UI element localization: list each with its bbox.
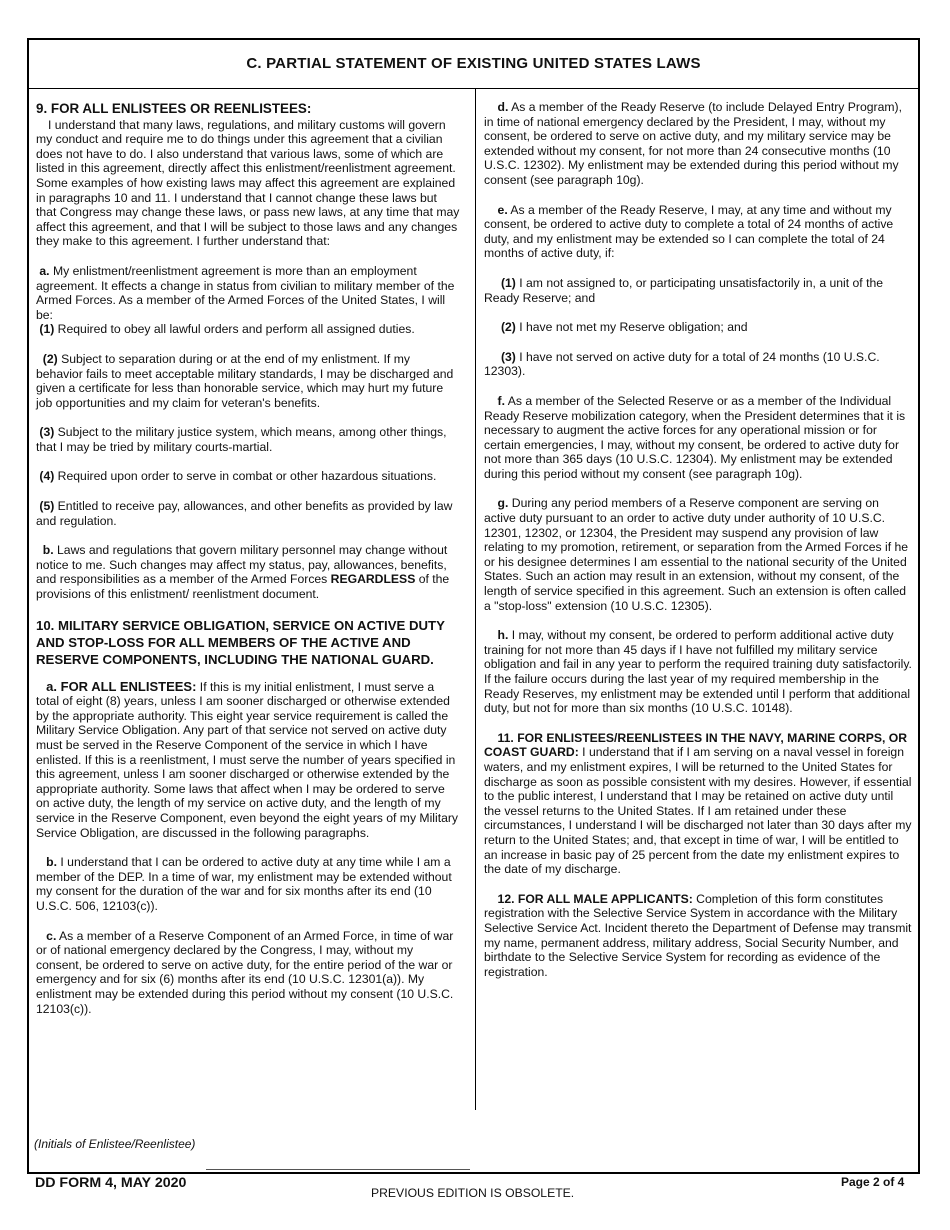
column-divider (475, 88, 476, 1110)
paragraph-10a: a. FOR ALL ENLISTEES: If this is my initial enlistment, I must serve a total of eight (8) years, unless I am sooner discharged or otherwise extended by the appropriate authority. This eight year service requirement is called the Military Service Obligation. Any part of that service not served on active duty must be served in the Reserve Component of the service in which I have enlisted. If this is a reenlistment, I must serve the number of years specified in this agreement, unless I am sooner discharged or otherwise extended by the appropriate authority. Some laws that affect when I may be ordered to serve on active duty, the length of my service on active duty, and the length of my service in the Reserve Component, even beyond the eight years of my Military Service Obligation, are discussed in the following paragraphs. (36, 678, 459, 840)
paragraph-9a-4: (4) Required upon order to serve in combat or other hazardous situations. (39, 469, 437, 484)
initials-label: (Initials of Enlistee/Reenlistee) (34, 1137, 196, 1151)
right-column (484, 100, 912, 994)
paragraph-12: 12. FOR ALL MALE APPLICANTS: Completion of this form constitutes registration with the Selective Service System in accordance with the Military Selective Service Act. Incident thereto the Department of Defense may transmit my name, permanent address, military address, Social Security Number, and birthdate to the Selective Service System for recording as evidence of the registration. (484, 891, 912, 979)
paragraph-9a-5: (5) Entitled to receive pay, allowances, and other benefits as provided by law and regulation. (36, 499, 453, 528)
section-9-title: 9. FOR ALL ENLISTEES OR REENLISTEES: (36, 101, 312, 116)
section-title: C. PARTIAL STATEMENT OF EXISTING UNITED STATES LAWS (29, 40, 918, 89)
page-number: Page 2 of 4 (841, 1175, 905, 1189)
obsolete-notice: PREVIOUS EDITION IS OBSOLETE. (371, 1186, 575, 1200)
paragraph-9a-1: (1) Required to obey all lawful orders and perform all assigned duties. (39, 322, 415, 337)
paragraph-9a-2: (2) Subject to separation during or at the end of my enlistment. If my behavior fails to meet acceptable military standards, I may be discharged and given a certificate for less than honorable service, which may hurt my future job opportunities and my claim for veteran's benefits. (36, 351, 454, 410)
paragraph-10b: b. I understand that I can be ordered to active duty at any time while I am a member of the DEP. In a time of war, my enlistment may be extended without my consent for the duration of the war and for six months after its end (10 U.S.C. 506, 12103(c)). (36, 855, 452, 913)
paragraph-10f: f. As a member of the Selected Reserve or as a member of the Individual Ready Reserve mobilization category, when the President determines that it is necessary to augment the active forces for any operational mission or for certain emergencies, I may, without my consent, be ordered to active duty for not more than 365 days (10 U.S.C. 12304). My enlistment may be extended during this period without my consent (see paragraph 10g). (484, 393, 906, 481)
paragraph-11: 11. FOR ENLISTEES/REENLISTEES IN THE NAVY, MARINE CORPS, OR COAST GUARD: I understand that if I am serving on a naval vessel in foreign waters, and my enlistment expires, I will be returned to the United States for discharge as soon as possible consistent with my desires. However, if essential to the public interest, I understand that I may be retained on active duty until the vessel returns to the United States. If I am retained under these circumstances, I understand I will be discharged not later than 30 days after my return to the United States; and, that except in time of war, I will be entitled to an increase in basic pay of 25 percent from the date my enlistment expires to the date of my discharge. (484, 730, 912, 877)
section-10-title: 10. MILITARY SERVICE OBLIGATION, SERVICE ON ACTIVE DUTY AND STOP-LOSS FOR ALL MEMBERS OF THE ACTIVE AND RESERVE COMPONENTS, INCLUDING THE NATIONAL GUARD. (36, 617, 445, 667)
left-column (36, 100, 460, 1031)
paragraph-9a-3: (3) Subject to the military justice system, which means, among other things, that I may be tried by military courts-martial. (36, 425, 447, 454)
form-frame (27, 38, 920, 1174)
paragraph-10e-3: (3) I have not served on active duty for a total of 24 months (10 U.S.C. 12303). (484, 349, 880, 379)
paragraph-10c: c. As a member of a Reserve Component of an Armed Force, in time of war or of national emergency declared by the Congress, I may, without my consent, be ordered to serve on active duty, for the entire period of the war or emergency and for six (6) months after its end (10 U.S.C. 12301(a)). My enlistment may be extended during this period without my consent (10 U.S.C. 12103(c)). (36, 928, 454, 1016)
paragraph-10e-2: (2) I have not met my Reserve obligation; and (500, 320, 748, 335)
paragraph-10h: h. I may, without my consent, be ordered to perform additional active duty training for not more than 45 days if I have not fulfilled my military service obligation and fail in any year to perform the required training duty satisfactorily. If the failure occurs during the last year of my required membership in the Ready Reserves, my enlistment may be extended until I perform that additional duty, but not for more than six months (10 U.S.C. 10148). (484, 628, 912, 716)
paragraph-9a: a. My enlistment/reenlistment agreement is more than an employment agreement. It effects a change in status from civilian to military member of the Armed Forces. As a member of the Armed Forces of the United States, I will be: (36, 263, 455, 322)
paragraph-10e: e. As a member of the Ready Reserve, I may, at any time and without my consent, be ordered to active duty to complete a total of 24 months of active duty, and my enlistment may be extended so I can complete the total of 24 months of active duty, if: (484, 202, 894, 261)
paragraph-10d: d. As a member of the Ready Reserve (to include Delayed Entry Program), in time of national emergency declared by the President, I may, without my consent, be ordered to serve on active duty, and my military service may be extended without my consent, for not more than 24 consecutive months (10 U.S.C. 12302). My enlistment may be extended during this period without my consent (see paragraph 10g). (484, 100, 902, 187)
paragraph-10g: g. During any period members of a Reserve component are serving on active duty pursuant to an order to active duty under authority of 10 U.S.C. 12301, 12302, or 12304, the President may suspend any provision of law relating to my promotion, retirement, or separation from the Armed Forces if he or his designee determines I am essential to the national security of the United States. Such an action may result in an extension, without my consent, of the length of service specified in this agreement. Such an extension is often called a "stop-loss" extension (10 U.S.C. 12305). (484, 496, 909, 613)
paragraph-9b: b. Laws and regulations that govern military personnel may change without notice to me. Such changes may affect my status, pay, allowances, benefits, and responsibilities as a member of the Armed Forces REGARDLESS of the provisions of this enlistment/ reenlistment document. (36, 543, 450, 602)
form-identifier: DD FORM 4, MAY 2020 (35, 1175, 187, 1191)
initials-signature-line (206, 1169, 470, 1170)
paragraph-10e-1: (1) I am not assigned to, or participating unsatisfactorily in, a unit of the Ready Reserve; and (484, 275, 884, 305)
section-9-intro: I understand that many laws, regulations, and military customs will govern my conduct and require me to do things under this agreement that a civilian does not have to do. I also understand that various laws, some of which are listed in this agreement, directly affect this enlistment/reenlistment agreement. Some examples of how existing laws may affect this agreement are explained in paragraphs 10 and 11. I understand that I cannot change these laws but that Congress may change these laws, or pass new laws, at any time that may affect this agreement, and that I will be subject to those laws and any changes they make to this agreement. I further understand that: (36, 117, 460, 249)
